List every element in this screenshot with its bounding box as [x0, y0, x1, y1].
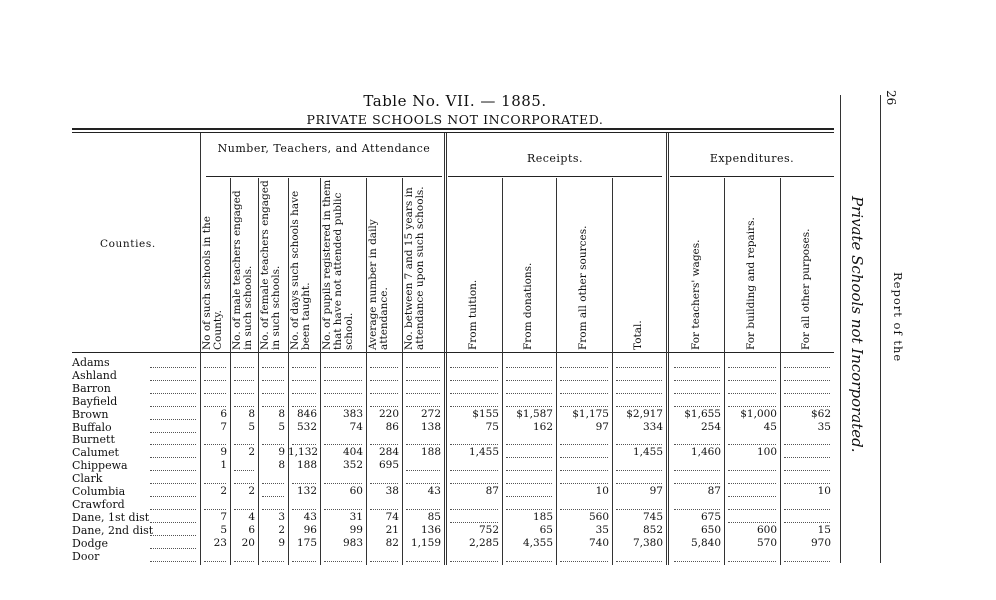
leader-dots: [150, 547, 196, 549]
empty-cell: [234, 366, 254, 368]
header-bottom-rule: [72, 352, 834, 353]
county-name: Barron: [72, 381, 111, 395]
table-cell: 15: [817, 523, 831, 536]
table-cell: 31: [349, 510, 363, 523]
empty-cell: [450, 560, 498, 562]
table-cell: 6: [220, 407, 227, 420]
empty-cell: [406, 405, 440, 407]
table-cell: 9: [220, 446, 227, 459]
column-header: No. of female teachers engaged in such schools.: [259, 180, 282, 350]
table-cell: 5: [278, 420, 285, 433]
empty-cell: [784, 443, 830, 445]
table-cell: 570: [756, 536, 777, 549]
empty-cell: [506, 366, 552, 368]
table-cell: 404: [342, 446, 363, 459]
empty-cell: [204, 508, 226, 510]
table-cell: 9: [278, 536, 285, 549]
leader-dots: [150, 482, 196, 484]
empty-cell: [234, 508, 254, 510]
empty-cell: [560, 456, 608, 458]
county-name: Burnett: [72, 433, 115, 447]
column-header: For building and repairs.: [745, 217, 757, 350]
empty-cell: [406, 469, 440, 471]
empty-cell: [324, 443, 362, 445]
table-cell: 10: [817, 485, 831, 497]
empty-cell: [450, 482, 498, 484]
table-cell: 334: [642, 420, 663, 433]
top-rule-thin: [72, 132, 834, 133]
table-cell: 2: [248, 485, 255, 497]
table-cell: $1,175: [572, 407, 609, 420]
table-cell: 100: [756, 446, 777, 459]
table-cell: 74: [385, 510, 399, 523]
column-header: From tuition.: [467, 279, 479, 350]
table-cell: $1,655: [684, 407, 721, 420]
table-cell: 8: [278, 459, 285, 472]
leader-dots: [150, 379, 196, 381]
table-cell: 2: [278, 523, 285, 536]
empty-cell: [506, 508, 552, 510]
empty-cell: [616, 379, 662, 381]
group-rule-expenditures: [670, 176, 834, 177]
empty-cell: [262, 392, 284, 394]
empty-cell: [506, 495, 552, 497]
empty-cell: [234, 392, 254, 394]
table-cell: 74: [349, 420, 363, 433]
empty-cell: [262, 379, 284, 381]
table-cell: 75: [485, 420, 499, 433]
table-cell: 600: [756, 523, 777, 536]
empty-cell: [324, 560, 362, 562]
empty-cell: [674, 482, 720, 484]
table-cell: 87: [485, 485, 499, 497]
empty-cell: [784, 366, 830, 368]
table-cell: 752: [478, 523, 499, 536]
empty-cell: [262, 495, 284, 497]
empty-cell: [324, 482, 362, 484]
counties-header: Counties.: [100, 238, 156, 250]
empty-cell: [370, 366, 398, 368]
empty-cell: [262, 405, 284, 407]
leader-dots: [150, 456, 196, 458]
empty-cell: [204, 366, 226, 368]
group-rule-attendance: [206, 176, 442, 177]
column-header: Average number in daily attendance.: [367, 219, 390, 350]
empty-cell: [560, 560, 608, 562]
table-cell: 5: [220, 523, 227, 536]
table-cell: 43: [427, 485, 441, 497]
empty-cell: [674, 366, 720, 368]
empty-cell: [262, 482, 284, 484]
empty-cell: [784, 482, 830, 484]
table-cell: 650: [700, 523, 721, 536]
empty-cell: [292, 443, 316, 445]
table-cell: 20: [241, 536, 255, 549]
column-header: From donations.: [522, 262, 534, 350]
empty-cell: [784, 392, 830, 394]
empty-cell: [324, 392, 362, 394]
empty-cell: [784, 508, 830, 510]
empty-cell: [784, 405, 830, 407]
empty-cell: [450, 469, 498, 471]
table-cell: $62: [810, 407, 831, 420]
table-cell: 675: [700, 510, 721, 523]
empty-cell: [674, 443, 720, 445]
column-header: No. of pupils registered in them that have not attended public school.: [321, 179, 355, 350]
leader-dots: [150, 469, 196, 471]
empty-cell: [616, 508, 662, 510]
empty-cell: [560, 482, 608, 484]
empty-cell: [674, 405, 720, 407]
table-cell: 138: [420, 420, 441, 433]
table-cell: 695: [378, 459, 399, 472]
table-cell: 185: [532, 510, 553, 523]
empty-cell: [616, 405, 662, 407]
county-name: Columbia: [72, 485, 126, 498]
empty-cell: [616, 469, 662, 471]
empty-cell: [506, 405, 552, 407]
table-cell: 35: [595, 523, 609, 536]
empty-cell: [506, 560, 552, 562]
table-cell: 65: [539, 523, 553, 536]
table-cell: 82: [385, 536, 399, 549]
empty-cell: [450, 521, 498, 523]
table-cell: 10: [595, 485, 609, 497]
county-name: Dane, 1st dist: [72, 510, 150, 524]
empty-cell: [506, 392, 552, 394]
empty-cell: [450, 379, 498, 381]
empty-cell: [262, 560, 284, 562]
empty-cell: [728, 508, 776, 510]
table-cell: 7: [220, 420, 227, 433]
empty-cell: [560, 366, 608, 368]
table-cell: 740: [588, 536, 609, 549]
empty-cell: [406, 560, 440, 562]
table-cell: 220: [378, 407, 399, 420]
group-header-receipts: Receipts.: [526, 152, 584, 165]
county-name: Crawford: [72, 497, 125, 511]
empty-cell: [406, 366, 440, 368]
table-cell: 970: [810, 536, 831, 549]
empty-cell: [204, 443, 226, 445]
table-cell: 45: [763, 420, 777, 433]
table-cell: 2,285: [468, 536, 499, 549]
table-cell: $1,000: [740, 407, 777, 420]
leader-dots: [150, 443, 196, 445]
empty-cell: [560, 508, 608, 510]
top-rule: [72, 128, 834, 130]
empty-cell: [406, 379, 440, 381]
leader-dots: [150, 560, 196, 562]
table-cell: 1,132: [288, 446, 319, 459]
empty-cell: [616, 443, 662, 445]
county-name: Bayfield: [72, 394, 118, 408]
table-cell: 35: [817, 420, 831, 433]
empty-cell: [728, 443, 776, 445]
table-cell: 85: [427, 510, 441, 523]
table-cell: 1,455: [632, 446, 663, 459]
table-cell: 745: [642, 510, 663, 523]
empty-cell: [370, 443, 398, 445]
empty-cell: [324, 508, 362, 510]
empty-cell: [292, 508, 316, 510]
table-cell: 87: [707, 485, 721, 497]
empty-cell: [728, 366, 776, 368]
empty-cell: [262, 366, 284, 368]
empty-cell: [560, 392, 608, 394]
empty-cell: [370, 379, 398, 381]
empty-cell: [292, 482, 316, 484]
margin-rule-2: [880, 95, 881, 563]
empty-cell: [728, 521, 776, 523]
column-header: For all other purposes.: [800, 228, 812, 350]
leader-dots: [150, 392, 196, 394]
table-cell: 8: [248, 407, 255, 420]
empty-cell: [292, 366, 316, 368]
table-cell: 1,455: [468, 446, 499, 459]
empty-cell: [784, 456, 830, 458]
empty-cell: [370, 482, 398, 484]
county-name: Chippewa: [72, 459, 128, 473]
leader-dots: [150, 508, 196, 510]
empty-cell: [674, 469, 720, 471]
county-name: Door: [72, 549, 100, 563]
table-cell: 8: [278, 407, 285, 420]
table-cell: 3: [278, 510, 285, 523]
column-header: No. between 7 and 15 years in attendance upon such schools.: [403, 186, 426, 350]
empty-cell: [674, 508, 720, 510]
table-cell: 188: [296, 459, 317, 472]
table-cell: 383: [342, 407, 363, 420]
empty-cell: [406, 392, 440, 394]
empty-cell: [616, 392, 662, 394]
table-title: Table No. VII. — 1885.: [363, 92, 547, 110]
empty-cell: [560, 405, 608, 407]
table-cell: 99: [349, 523, 363, 536]
empty-cell: [204, 482, 226, 484]
table-cell: 23: [213, 536, 227, 549]
table-cell: 136: [420, 523, 441, 536]
table-cell: 4: [248, 510, 255, 523]
leader-dots: [150, 521, 196, 523]
column-header: Total.: [632, 320, 644, 350]
leader-dots: [150, 431, 196, 433]
empty-cell: [784, 521, 830, 523]
county-name: Dane, 2nd dist: [72, 523, 154, 537]
empty-cell: [450, 405, 498, 407]
empty-cell: [234, 405, 254, 407]
county-name: Calumet: [72, 446, 119, 460]
group-header-attendance: Number, Teachers, and Attendance: [217, 142, 431, 155]
empty-cell: [234, 379, 254, 381]
table-cell: 560: [588, 510, 609, 523]
empty-cell: [728, 405, 776, 407]
county-name: Brown: [72, 407, 109, 421]
empty-cell: [506, 443, 552, 445]
empty-cell: [450, 508, 498, 510]
empty-cell: [292, 379, 316, 381]
empty-cell: [728, 379, 776, 381]
empty-cell: [728, 482, 776, 484]
table-cell: 175: [296, 536, 317, 549]
column-header: For teachers' wages.: [690, 239, 702, 350]
table-cell: 2: [248, 446, 255, 459]
empty-cell: [204, 379, 226, 381]
table-cell: 96: [303, 523, 317, 536]
empty-cell: [370, 405, 398, 407]
empty-cell: [324, 366, 362, 368]
county-name: Adams: [72, 356, 110, 369]
empty-cell: [450, 366, 498, 368]
table-cell: 983: [342, 536, 363, 549]
table-cell: 21: [385, 523, 399, 536]
table-cell: 1: [220, 459, 227, 472]
empty-cell: [234, 469, 254, 471]
column-header: No. of days such schools have been taught.: [289, 190, 312, 350]
table-cell: 162: [532, 420, 553, 433]
empty-cell: [204, 560, 226, 562]
empty-cell: [406, 508, 440, 510]
empty-cell: [506, 456, 552, 458]
table-cell: 188: [420, 446, 441, 459]
leader-dots: [150, 405, 196, 407]
empty-cell: [674, 560, 720, 562]
table-cell: 284: [378, 446, 399, 459]
table-cell: 846: [296, 407, 317, 420]
column-header: From all other sources.: [577, 225, 589, 350]
empty-cell: [292, 405, 316, 407]
empty-cell: [234, 560, 254, 562]
empty-cell: [262, 508, 284, 510]
empty-cell: [560, 379, 608, 381]
table-cell: 38: [385, 485, 399, 497]
empty-cell: [324, 379, 362, 381]
column-rule: [444, 133, 445, 565]
column-header: No of such schools in the County.: [201, 216, 224, 350]
table-cell: 532: [296, 420, 317, 433]
table-cell: 1,460: [690, 446, 721, 459]
empty-cell: [324, 405, 362, 407]
empty-cell: [450, 392, 498, 394]
table-cell: 7: [220, 510, 227, 523]
column-header: No. of male teachers engaged in such schools.: [231, 190, 254, 350]
empty-cell: [784, 379, 830, 381]
empty-cell: [728, 495, 776, 497]
table-cell: 254: [700, 420, 721, 433]
empty-cell: [506, 469, 552, 471]
table-cell: $1,587: [516, 407, 553, 420]
leader-dots: [150, 366, 196, 368]
table-subtitle: PRIVATE SCHOOLS NOT INCORPORATED.: [306, 112, 604, 127]
empty-cell: [560, 443, 608, 445]
table-cell: $155: [472, 407, 499, 420]
table-cell: 2: [220, 485, 227, 497]
empty-cell: [674, 392, 720, 394]
table-cell: 5,840: [690, 536, 721, 549]
table-cell: 272: [420, 407, 441, 420]
table-cell: 43: [303, 510, 317, 523]
leader-dots: [150, 495, 196, 497]
empty-cell: [370, 560, 398, 562]
table-cell: 132: [296, 485, 317, 497]
empty-cell: [204, 392, 226, 394]
empty-cell: [450, 443, 498, 445]
empty-cell: [204, 405, 226, 407]
empty-cell: [292, 392, 316, 394]
group-header-expenditures: Expenditures.: [709, 152, 795, 165]
county-name: Dodge: [72, 536, 109, 550]
leader-dots: [150, 418, 196, 420]
empty-cell: [616, 482, 662, 484]
empty-cell: [728, 392, 776, 394]
county-name: Clark: [72, 472, 103, 486]
empty-cell: [262, 443, 284, 445]
table-cell: 97: [649, 485, 663, 497]
leader-dots: [150, 534, 196, 536]
table-cell: 86: [385, 420, 399, 433]
table-cell: 97: [595, 420, 609, 433]
group-rule-receipts: [448, 176, 662, 177]
empty-cell: [506, 379, 552, 381]
empty-cell: [560, 469, 608, 471]
table-cell: 7,380: [632, 536, 663, 549]
empty-cell: [406, 482, 440, 484]
margin-rule: [840, 95, 841, 563]
empty-cell: [506, 482, 552, 484]
table-cell: 60: [349, 485, 363, 497]
table-cell: 1,159: [410, 536, 441, 549]
empty-cell: [784, 469, 830, 471]
county-name: Buffalo: [72, 420, 112, 434]
table-cell: 352: [342, 459, 363, 472]
table-cell: 6: [248, 523, 255, 536]
table-cell: 4,355: [522, 536, 553, 549]
empty-cell: [406, 443, 440, 445]
empty-cell: [234, 443, 254, 445]
empty-cell: [784, 560, 830, 562]
empty-cell: [674, 379, 720, 381]
county-name: Ashland: [72, 368, 117, 382]
empty-cell: [292, 560, 316, 562]
empty-cell: [234, 482, 254, 484]
empty-cell: [370, 508, 398, 510]
empty-cell: [616, 366, 662, 368]
table-cell: 852: [642, 523, 663, 536]
empty-cell: [728, 560, 776, 562]
table-cell: 5: [248, 420, 255, 433]
empty-cell: [370, 392, 398, 394]
table-cell: 9: [278, 446, 285, 459]
column-rule: [446, 133, 447, 565]
table-cell: $2,917: [626, 407, 663, 420]
empty-cell: [728, 469, 776, 471]
empty-cell: [616, 560, 662, 562]
